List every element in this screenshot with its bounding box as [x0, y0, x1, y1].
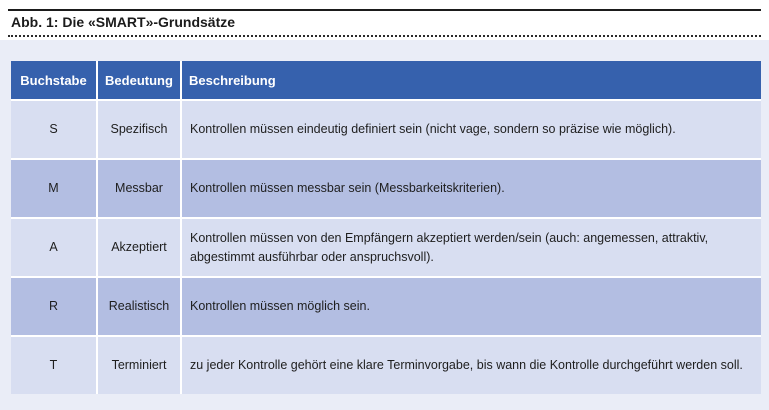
table-header-row [11, 61, 761, 100]
table-row [11, 100, 761, 159]
letter-cell: A [11, 218, 97, 277]
top-rule [8, 9, 761, 11]
meaning-cell: Messbar [97, 159, 181, 218]
meaning-cell: Akzeptiert [97, 218, 181, 277]
column-header-description: Beschreibung [181, 61, 761, 100]
description-cell: Kontrollen müssen eindeutig definiert sein (nicht vage, sondern so präzise wie möglich). [181, 100, 761, 159]
letter-cell: S [11, 100, 97, 159]
description-cell: Kontrollen müssen messbar sein (Messbarkeitskriterien). [181, 159, 761, 218]
smart-table [11, 61, 761, 394]
letter-cell: M [11, 159, 97, 218]
dotted-divider [8, 35, 761, 37]
meaning-cell: Spezifisch [97, 100, 181, 159]
description-cell: Kontrollen müssen möglich sein. [181, 277, 761, 336]
description-cell: zu jeder Kontrolle gehört eine klare Terminvorgabe, bis wann die Kontrolle durchgeführt werden soll. [181, 336, 761, 394]
table-row [11, 159, 761, 218]
figure-caption: Abb. 1: Die «SMART»-Grundsätze [11, 14, 236, 30]
letter-cell: R [11, 277, 97, 336]
meaning-cell: Realistisch [97, 277, 181, 336]
column-header-letter: Buchstabe [11, 61, 97, 100]
table-row [11, 277, 761, 336]
table-row [11, 218, 761, 277]
description-cell: Kontrollen müssen von den Empfängern akzeptiert werden/sein (auch: angemessen, attraktiv, abgestimmt ausführbar oder anspruchsvoll). [181, 218, 761, 277]
letter-cell: T [11, 336, 97, 394]
table-row [11, 336, 761, 394]
column-header-meaning: Bedeutung [97, 61, 181, 100]
meaning-cell: Terminiert [97, 336, 181, 394]
